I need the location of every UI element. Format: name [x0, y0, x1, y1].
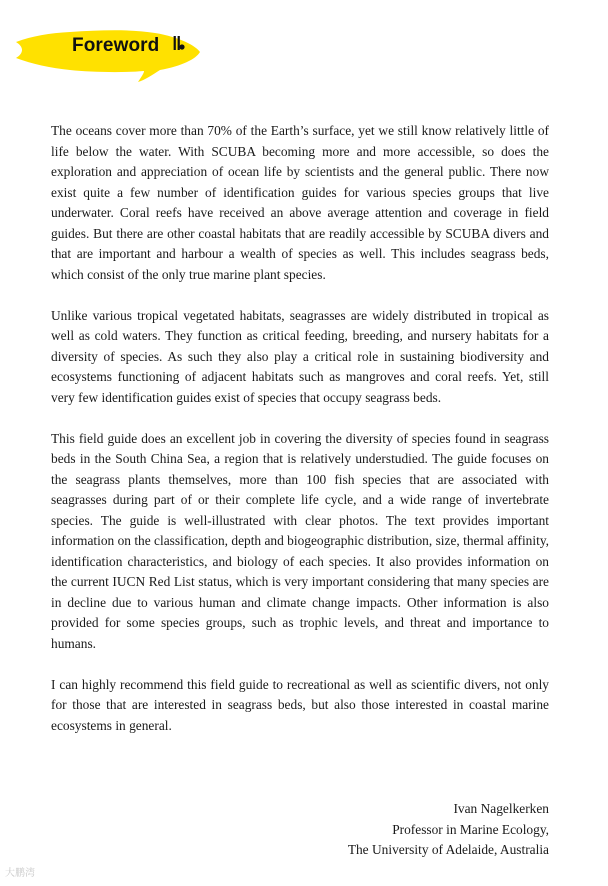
paragraph-4: I can highly recommend this field guide to recreational as well as scientific divers, not only for those that are interested in seagrass beds, but also those interested in coastal marine ecosystems in general. [51, 676, 549, 733]
paragraph-2: Unlike various tropical vegetated habitats, seagrasses are widely distributed in tropical as well as cold waters. They function as critical feeding, breeding, and nursery habitats for a diversity of species. As such they also play a critical role in sustaining biodiversity and ecosystems functioning of adjacent habitats such as mangroves and coral reefs. Yet, still very few identification guides exist of species that occupy seagrass beds. [51, 307, 549, 405]
foreword-body [51, 121, 549, 757]
signature-affiliation: The University of Adelaide, Australia [347, 842, 549, 858]
watermark: 大鹏湾 [5, 868, 35, 879]
foreword-header [10, 20, 210, 86]
page-title: Foreword [72, 35, 160, 56]
signature-block [348, 799, 549, 861]
signature-name: Ivan Nagelkerken [453, 801, 549, 816]
paragraph-3: This field guide does an excellent job in covering the diversity of species found in seagrass beds in the South China Sea, a region that is relatively understudied. The guide focuses on the seagrass plants themselves, more than 100 fish species that are associated with seagrasses during part of or their complete life cycle, and a wide range of invertebrate species. The guide is well-illustrated with clear photos. The text provides important information on the classification, depth and biogeographic distribution, size, thermal affinity, identification characteristics, and biology of each species. It also provides information on the current IUCN Red List status, which is very important considering that many species are in decline due to various human and climate change impacts. Other information is also provided for some species groups, such as trophic levels, and threat and importance to humans. [51, 430, 549, 651]
signature-title: Professor in Marine Ecology, [392, 821, 549, 837]
title-mark: ‖ [172, 34, 182, 55]
paragraph-1: The oceans cover more than 70% of the Earth’s surface, yet we still know relatively little of life below the water. With SCUBA becoming more and more accessible, so does the exploration and appreciation of ocean life by scientists and the general public. There now exist quite a few number of identification guides for various species groups that live underwater. Coral reefs have received an above average attention and coverage in field guides. But there are other coastal habitats that are readily accessible by SCUBA divers and that are important and harbour a wealth of species as well. This includes seagrass beds, which consist of the only true marine plant species. [51, 123, 549, 282]
